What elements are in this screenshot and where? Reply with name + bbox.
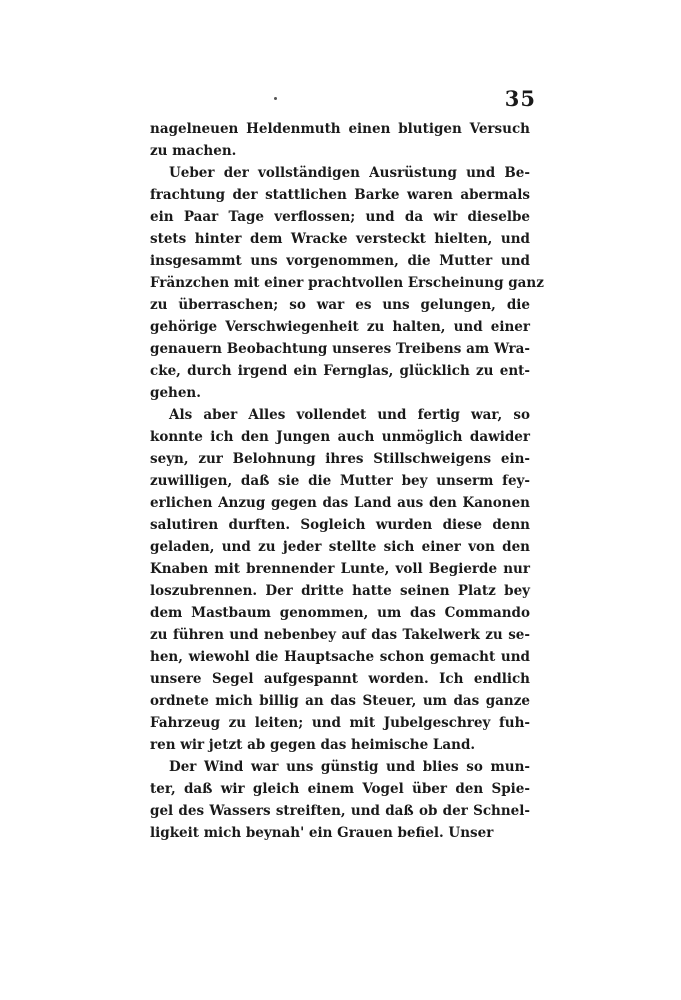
text-line <box>150 734 530 756</box>
text-line <box>150 404 530 426</box>
text-line-content: hen, wiewohl die Hauptsache schon gemacht und <box>150 649 530 665</box>
text-line-content: zu überraschen; so war es uns gelungen, die <box>150 297 530 313</box>
text-line <box>150 184 530 206</box>
text-line-content: gehörige Verschwiegenheit zu halten, und einer <box>150 319 530 335</box>
text-line-content: zu machen. <box>150 143 237 159</box>
text-line <box>150 514 530 536</box>
text-line <box>150 668 530 690</box>
text-line <box>150 580 530 602</box>
text-line-content: cke, durch irgend ein Fernglas, glücklich zu ent- <box>150 363 530 379</box>
page-number: 35 <box>504 86 536 111</box>
text-line <box>150 206 530 228</box>
text-line-content: zuwilligen, daß sie die Mutter bey unserm fey- <box>150 473 530 489</box>
text-line-content: genauern Beobachtung unseres Treibens am Wra- <box>150 341 530 357</box>
text-line-content: Knaben mit brennender Lunte, voll Begierde nur <box>150 561 530 577</box>
text-line <box>150 118 530 140</box>
text-line-content: ligkeit mich beynah' ein Grauen befiel. Unser <box>150 825 494 841</box>
text-line-content: konnte ich den Jungen auch unmöglich dawider <box>150 429 530 445</box>
text-line-content: Ueber der vollständigen Ausrüstung und Be- <box>169 165 530 181</box>
text-line <box>150 272 544 294</box>
text-line-content: erlichen Anzug gegen das Land aus den Kanonen <box>150 495 530 511</box>
text-line-content: stets hinter dem Wracke versteckt hielten, und <box>150 231 530 247</box>
text-line-content: geladen, und zu jeder stellte sich einer von den <box>150 539 530 555</box>
text-line-content: ter, daß wir gleich einem Vogel über den Spie- <box>150 781 530 797</box>
text-line-content: seyn, zur Belohnung ihres Stillschweigens ein- <box>150 451 530 467</box>
text-line <box>150 250 530 272</box>
text-line <box>150 316 530 338</box>
text-line <box>150 492 530 514</box>
text-line <box>150 624 530 646</box>
text-line <box>150 162 530 184</box>
text-line <box>150 426 530 448</box>
text-line-content: ordnete mich billig an das Steuer, um das ganze <box>150 693 530 709</box>
text-line <box>150 448 530 470</box>
text-line-content: frachtung der stattlichen Barke waren abermals <box>150 187 530 203</box>
text-line-content: salutiren durften. Sogleich wurden diese denn <box>150 517 530 533</box>
text-line-content: Fahrzeug zu leiten; und mit Jubelgeschrey fuh- <box>150 715 530 731</box>
text-line <box>150 712 530 734</box>
text-line-content: gel des Wassers streiften, und daß ob der Schnel- <box>150 803 530 819</box>
text-line <box>150 558 530 580</box>
text-line <box>150 536 530 558</box>
text-line-content: Als aber Alles vollendet und fertig war, so <box>169 407 530 423</box>
text-line-content: loszubrennen. Der dritte hatte seinen Platz bey <box>150 583 530 599</box>
text-line <box>150 294 530 316</box>
text-line <box>150 690 530 712</box>
body-text <box>150 118 544 844</box>
text-line <box>150 778 530 800</box>
text-line <box>150 822 530 844</box>
text-line-content: Fränzchen mit einer prachtvollen Erscheinung ganz <box>150 275 544 291</box>
text-line-content: nagelneuen Heldenmuth einen blutigen Versuch <box>150 121 530 137</box>
text-line <box>150 360 530 382</box>
ink-speck <box>274 97 277 100</box>
text-line <box>150 800 530 822</box>
text-line <box>150 646 530 668</box>
text-line <box>150 382 530 404</box>
text-line-content: dem Mastbaum genommen, um das Commando <box>150 605 530 621</box>
text-line-content: ein Paar Tage verflossen; und da wir dieselbe <box>150 209 530 225</box>
text-line <box>150 602 530 624</box>
text-line <box>150 756 530 778</box>
text-line <box>150 470 530 492</box>
text-line-content: insgesammt uns vorgenommen, die Mutter und <box>150 253 530 269</box>
text-line <box>150 338 530 360</box>
text-line-content: Der Wind war uns günstig und blies so mun- <box>169 759 530 775</box>
text-line-content: zu führen und nebenbey auf das Takelwerk zu se- <box>150 627 530 643</box>
text-line <box>150 140 530 162</box>
text-line-content: unsere Segel aufgespannt worden. Ich endlich <box>150 671 530 687</box>
text-line-content: ren wir jetzt ab gegen das heimische Land. <box>150 737 476 753</box>
text-line <box>150 228 530 250</box>
text-line-content: gehen. <box>150 385 201 401</box>
